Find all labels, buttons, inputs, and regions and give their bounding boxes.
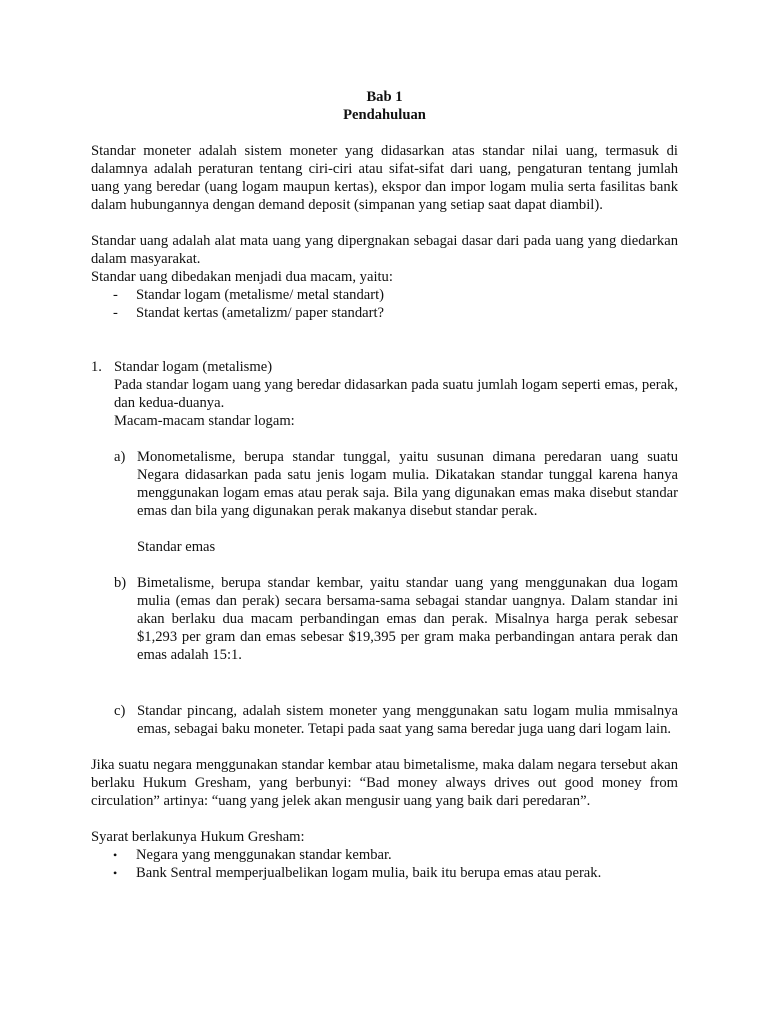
types-intro: Standar uang dibedakan menjadi dua macam, yaitu:	[91, 269, 393, 285]
sub-item-text: Standar pincang, adalah sistem moneter yang menggunakan satu logam mulia mmisalnya emas, sebagai baku moneter. Tetapi pada saat yang sama beredar juga uang dari logam lain.	[137, 703, 678, 737]
intro-paragraph: Standar moneter adalah sistem moneter yang didasarkan atas standar nilai uang, termasuk di dalamnya adalah peraturan tentang ciri-ciri atau sifat-sifat dari uang, pengaturan tentang jumlah uang yang beredar (uang logam maupun kertas), ekspor dan impor logam mulia serta fasilitas bank dalam hubungannya dengan demand deposit (simpanan yang setiap saat dapat diambil).	[91, 143, 678, 213]
list-item	[91, 304, 678, 322]
section-heading: Standar logam (metalisme)	[114, 359, 273, 375]
bullet-marker: •	[113, 848, 118, 862]
conditions-list	[91, 846, 678, 882]
chapter-title: Pendahuluan	[343, 107, 426, 123]
sub-item-letter: a)	[114, 449, 126, 465]
money-types-list	[91, 286, 678, 322]
conditions-label: Syarat berlakunya Hukum Gresham:	[91, 829, 305, 845]
section-types-label: Macam-macam standar logam:	[114, 413, 295, 429]
list-item-text: Bank Sentral memperjualbelikan logam mulia, baik itu berupa emas atau perak.	[136, 865, 602, 881]
dash-marker: -	[113, 305, 118, 321]
chapter-number: Bab 1	[366, 89, 403, 105]
bullet-marker: •	[113, 866, 118, 880]
sub-item-note: Standar emas	[137, 539, 216, 555]
list-item	[91, 846, 678, 864]
document-page	[91, 88, 678, 882]
list-item-text: Standar logam (metalisme/ metal standart)	[136, 287, 385, 303]
sub-item-a	[114, 448, 678, 556]
sub-item-letter: b)	[114, 575, 127, 591]
list-item-text: Negara yang menggunakan standar kembar.	[136, 847, 392, 863]
section-number: 1.	[91, 359, 102, 375]
list-item-text: Standat kertas (ametalizm/ paper standart?	[136, 305, 384, 321]
definition-paragraph: Standar uang adalah alat mata uang yang dipergnakan sebagai dasar dari pada uang yang diedarkan dalam masyarakat.	[91, 233, 678, 267]
section-description: Pada standar logam uang yang beredar didasarkan pada suatu jumlah logam seperti emas, perak, dan kedua-duanya.	[114, 377, 678, 411]
list-item	[91, 286, 678, 304]
sub-item-text: Bimetalisme, berupa standar kembar, yaitu standar uang yang menggunakan dua logam mulia (emas dan perak) secara bersama-sama sebagai standar uangnya. Dalam standar ini akan berlaku dua macam perbandingan emas dan perak. Misalnya harga perak sebesar $1,293 per gram dan emas sebesar $19,395 per gram maka perbandingan antara perak dan emas adalah 15:1.	[137, 575, 678, 663]
list-item	[91, 864, 678, 882]
section-1	[91, 358, 678, 738]
gresham-paragraph: Jika suatu negara menggunakan standar kembar atau bimetalisme, maka dalam negara tersebut akan berlaku Hukum Gresham, yang berbunyi: “Bad money always drives out good money from circulation” artinya: “uang yang jelek akan mengusir uang yang baik dari peredaran”.	[91, 757, 678, 809]
sub-item-letter: c)	[114, 703, 126, 719]
sub-item-text: Monometalisme, berupa standar tunggal, yaitu susunan dimana peredaran uang suatu Negara didasarkan pada satu jenis logam mulia. Dikatakan standar tunggal karena hanya menggunakan logam emas atau perak saja. Bila yang digunakan emas maka disebut standar emas dan bila yang digunakan perak makanya disebut standar perak.	[137, 449, 678, 519]
sub-item-c	[114, 702, 678, 738]
dash-marker: -	[113, 287, 118, 303]
sub-item-b	[114, 574, 678, 664]
